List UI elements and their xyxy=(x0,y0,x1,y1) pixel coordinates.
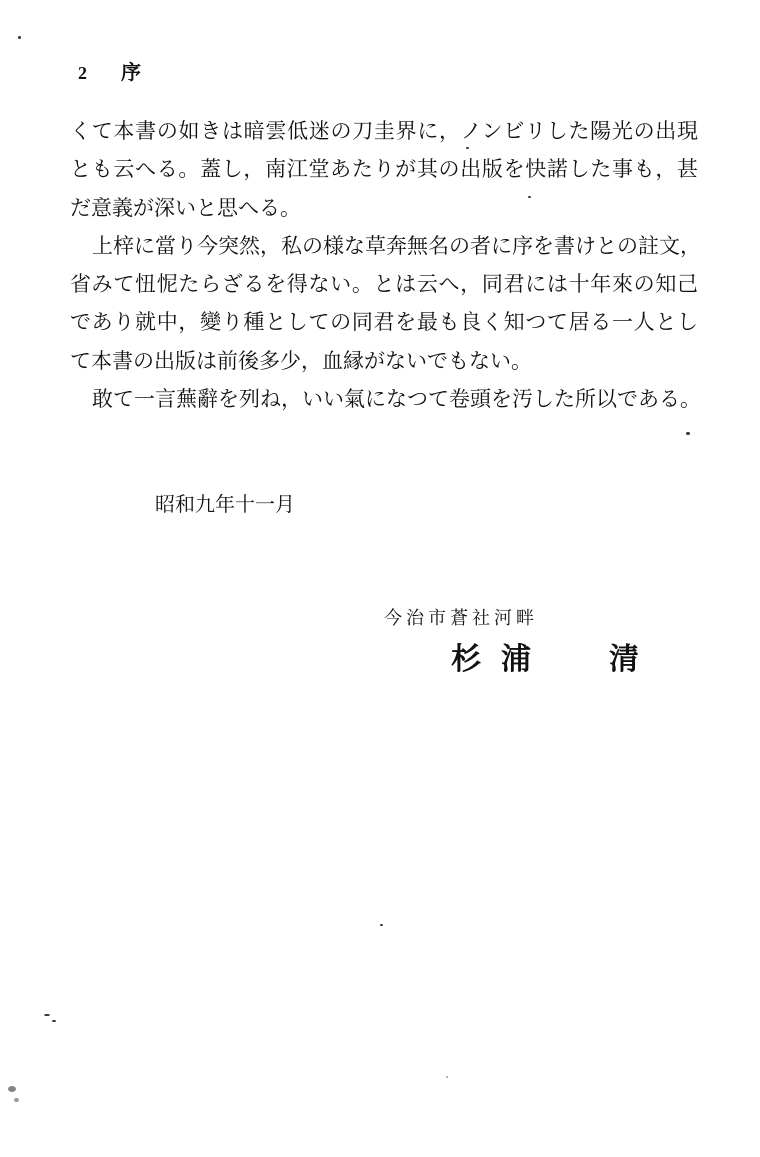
scan-speck xyxy=(466,147,469,149)
scan-speck xyxy=(8,1086,16,1092)
author-address: 今治市蒼社河畔 xyxy=(384,608,538,629)
scan-speck xyxy=(528,196,531,198)
scan-speck xyxy=(14,1098,19,1102)
author-name xyxy=(451,634,639,678)
date-line: 昭和九年十一月 xyxy=(155,492,295,516)
scan-speck xyxy=(18,36,21,39)
text-line: 省みて忸怩たらざるを得ない。とは云へ，同君には十年來の知己 xyxy=(70,272,698,297)
page-header xyxy=(78,56,141,85)
scan-speck xyxy=(446,1076,448,1078)
author-surname: 杉浦 xyxy=(451,642,551,677)
text-line: 敢て一言蕪辭を列ね，いい氣になつて卷頭を汚した所以である。 xyxy=(92,387,701,412)
scan-speck xyxy=(380,924,383,926)
text-line: だ意義が深いと思へる。 xyxy=(70,195,301,220)
text-line: て本書の出版は前後多少，血縁がないでもない。 xyxy=(70,348,532,373)
scan-speck xyxy=(44,1014,50,1016)
scan-speck xyxy=(686,432,690,435)
page-number: 2 xyxy=(78,63,87,83)
section-title: 序 xyxy=(121,60,141,84)
text-line: 上梓に當り今突然，私の様な草奔無名の者に序を書けとの註文， xyxy=(92,233,701,258)
text-line: くて本書の如きは暗雲低迷の刀圭界に，ノンビリした陽光の出現 xyxy=(70,119,698,143)
author-given-name: 清 xyxy=(609,642,639,677)
text-line: とも云へる。蓋し，南江堂あたりが其の出版を快諾した事も，甚 xyxy=(70,157,698,182)
preface-body xyxy=(70,112,701,418)
text-line: であり就中，變り種としての同君を最も良く知つて居る一人とし xyxy=(70,310,698,335)
scan-speck xyxy=(52,1020,56,1022)
